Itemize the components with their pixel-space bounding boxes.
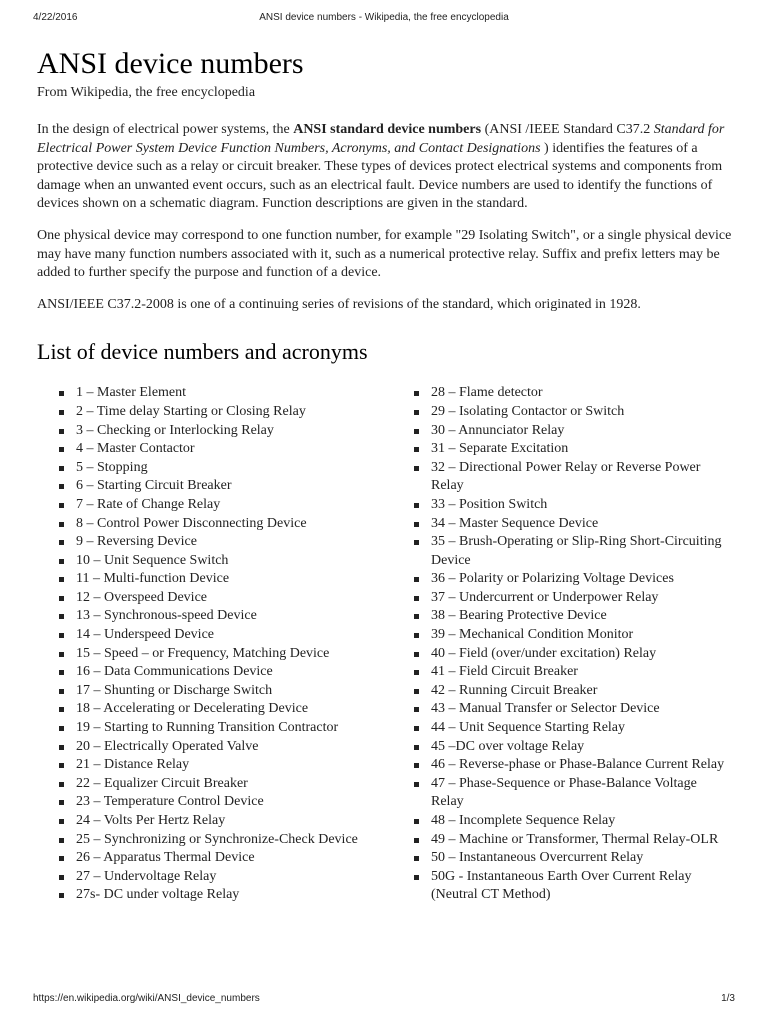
bullet-icon [414,391,419,396]
intro-text-3: ) identifies the features of a protective device such as a relay or circuit breaker. These types of devices protect electrical systems and components from damage when an unwanted event occurs, such as an electrical fault. Device numbers are used to identify the functions of devices shown on a schematic diagram. Function descriptions are given in the standard. [37,140,723,212]
list-item-text: 27s- DC under voltage Relay [76,887,240,903]
bullet-icon [59,707,64,712]
list-item [59,831,397,850]
list-item-text: 38 – Bearing Protective Device [431,608,607,624]
bullet-icon [59,391,64,396]
list-item-text: 18 – Accelerating or Decelerating Device [76,701,309,717]
list-item-text: 28 – Flame detector [431,385,543,401]
list-item [59,589,397,608]
list-item [414,868,732,905]
bullet-icon [414,652,419,657]
list-item [414,831,732,850]
list-item [59,645,397,664]
list-item-text: 46 – Reverse-phase or Phase-Balance Current Relay [431,757,725,773]
list-item [414,570,732,589]
list-item-text: 16 – Data Communications Device [76,664,273,680]
section-heading: List of device numbers and acronyms [37,339,368,365]
list-item [414,440,732,459]
list-item [414,645,732,664]
bullet-icon [59,633,64,638]
list-item [59,515,397,534]
list-item-text: 35 – Brush-Operating or Slip-Ring Short-Circuiting Device [431,534,722,568]
bullet-icon [59,540,64,545]
bullet-icon [59,522,64,527]
bullet-icon [414,633,419,638]
bullet-icon [59,689,64,694]
list-item [59,663,397,682]
list-item-text: 23 – Temperature Control Device [76,794,264,810]
bullet-icon [414,745,419,750]
bullet-icon [414,838,419,843]
list-item [414,756,732,775]
list-item [59,552,397,571]
list-item-text: 10 – Unit Sequence Switch [76,552,229,568]
bullet-icon [414,540,419,545]
bullet-icon [59,652,64,657]
bullet-icon [59,856,64,861]
list-item-text: 1 – Master Element [76,385,187,401]
article-content [37,44,737,905]
page-number: 1/3 [721,993,735,1004]
bullet-icon [414,522,419,527]
list-item-text: 11 – Multi-function Device [76,571,230,587]
bullet-icon [414,466,419,471]
list-item [59,868,397,887]
bullet-icon [59,819,64,824]
print-page-title: ANSI device numbers - Wikipedia, the free encyclopedia [259,12,509,23]
list-item-text: 39 – Mechanical Condition Monitor [431,627,634,643]
list-item-text: 36 – Polarity or Polarizing Voltage Devices [431,571,674,587]
bullet-icon [414,577,419,582]
list-item-text: 5 – Stopping [76,459,148,475]
bullet-icon [59,466,64,471]
list-item [414,700,732,719]
bullet-icon [414,503,419,508]
list-item [59,440,397,459]
list-item-text: 13 – Synchronous-speed Device [76,608,257,624]
list-item [59,533,397,552]
list-item-text: 33 – Position Switch [431,496,548,512]
bullet-icon [59,893,64,898]
bullet-icon [414,707,419,712]
list-item-text: 22 – Equalizer Circuit Breaker [76,775,248,791]
list-item-text: 50G - Instantaneous Earth Over Current Relay (Neutral CT Method) [431,868,692,903]
bullet-icon [414,689,419,694]
bullet-icon [59,670,64,675]
list-item-text: 8 – Control Power Disconnecting Device [76,515,307,531]
paragraph-function-numbers: One physical device may correspond to one function number, for example "29 Isolating Switch", or a single physical device may have many function numbers associated with it, such as a numerical protective relay. Suffix and prefix letters may be added to further specify the purpose and function of a device. [37,227,732,281]
list-item [59,477,397,496]
device-number-lists [37,384,737,905]
bullet-icon [59,763,64,768]
list-item [414,626,732,645]
bullet-icon [414,429,419,434]
list-item-text: 27 – Undervoltage Relay [76,868,217,884]
list-item [59,422,397,441]
list-item [414,849,732,868]
intro-text-1: In the design of electrical power systems, the [37,122,294,137]
list-item [59,886,397,905]
list-item [59,700,397,719]
list-item-text: 24 – Volts Per Hertz Relay [76,813,226,828]
bullet-icon [414,763,419,768]
bullet-icon [414,670,419,675]
bullet-icon [414,447,419,452]
bullet-icon [59,800,64,805]
list-item [59,384,397,403]
list-item [414,607,732,626]
bullet-icon [59,447,64,452]
list-item [59,403,397,422]
bullet-icon [59,484,64,489]
list-item-text: 47 – Phase-Sequence or Phase-Balance Voltage Relay [431,775,697,810]
list-item [414,422,732,441]
list-item-text: 43 – Manual Transfer or Selector Device [431,701,660,717]
list-item-text: 45 –DC over voltage Relay [431,738,585,754]
print-footer [0,993,768,1007]
list-item-text: 44 – Unit Sequence Starting Relay [431,720,626,736]
intro-bold-term: ANSI standard device numbers [293,122,482,137]
bullet-icon [59,614,64,619]
intro-standard-title: Standard for Electrical Power System Device Function Numbers, Acronyms, and Contact Designations [37,122,725,156]
list-item-text: 29 – Isolating Contactor or Switch [431,403,625,419]
list-item [414,682,732,701]
list-item [414,459,732,496]
list-item-text: 15 – Speed – or Frequency, Matching Device [76,645,330,661]
bullet-icon [414,614,419,619]
list-item [59,496,397,515]
list-item [59,793,397,812]
list-item-text: 37 – Undercurrent or Underpower Relay [431,589,659,605]
list-item [414,663,732,682]
list-item-text: 7 – Rate of Change Relay [76,496,221,512]
list-item [414,812,732,831]
list-item-text: 41 – Field Circuit Breaker [431,664,578,680]
list-item-text: 20 – Electrically Operated Valve [76,738,259,754]
list-item [59,570,397,589]
list-item-text: 3 – Checking or Interlocking Relay [76,422,274,438]
list-item-text: 19 – Starting to Running Transition Contractor [76,720,339,736]
bullet-icon [59,596,64,601]
bullet-icon [59,410,64,415]
bullet-icon [59,559,64,564]
list-item-text: 50 – Instantaneous Overcurrent Relay [431,850,644,866]
list-item [414,775,732,812]
list-item [59,607,397,626]
list-item-text: 12 – Overspeed Device [76,589,208,605]
device-list-column-2 [397,384,732,905]
list-item [414,515,732,534]
bullet-icon [59,503,64,508]
list-item-text: 25 – Synchronizing or Synchronize-Check Device [76,831,358,847]
bullet-icon [414,819,419,824]
list-item-text: 42 – Running Circuit Breaker [431,682,598,698]
list-item-text: 26 – Apparatus Thermal Device [76,850,255,866]
list-item-text: 49 – Machine or Transformer, Thermal Relay-OLR [431,831,719,847]
device-list-column-1 [37,384,397,905]
list-item [59,459,397,478]
bullet-icon [414,856,419,861]
list-item [59,812,397,831]
list-item [59,756,397,775]
list-item [59,849,397,868]
bullet-icon [414,726,419,731]
list-item-text: 31 – Separate Excitation [431,441,569,457]
list-item [414,719,732,738]
bullet-icon [59,726,64,731]
list-item-text: 2 – Time delay Starting or Closing Relay [76,403,306,419]
list-item [414,403,732,422]
bullet-icon [414,782,419,787]
bullet-icon [59,782,64,787]
bullet-icon [59,577,64,582]
list-item-text: 32 – Directional Power Relay or Reverse Power Relay [431,459,701,494]
intro-text-2: (ANSI /IEEE Standard C37.2 [481,122,654,137]
list-item [414,589,732,608]
list-item [59,738,397,757]
bullet-icon [59,745,64,750]
bullet-icon [59,875,64,880]
bullet-icon [414,875,419,880]
list-item-text: 30 – Annunciator Relay [431,422,565,438]
list-item-text: 40 – Field (over/under excitation) Relay [431,645,657,661]
list-item [414,384,732,403]
bullet-icon [414,410,419,415]
list-item-text: 34 – Master Sequence Device [431,515,599,531]
bullet-icon [414,596,419,601]
list-item-text: 9 – Reversing Device [76,534,197,550]
paragraph-revisions: ANSI/IEEE C37.2-2008 is one of a continuing series of revisions of the standard, which originated in 1928. [37,296,641,312]
list-item [59,626,397,645]
print-date: 4/22/2016 [33,12,78,23]
list-item-text: 48 – Incomplete Sequence Relay [431,813,616,828]
bullet-icon [59,838,64,843]
tagline: From Wikipedia, the free encyclopedia [37,85,256,100]
print-header [0,12,768,26]
print-url: https://en.wikipedia.org/wiki/ANSI_device_numbers [33,993,260,1004]
list-item-text: 21 – Distance Relay [76,757,190,773]
list-item-text: 14 – Underspeed Device [76,627,215,643]
list-item [59,775,397,794]
list-item [414,496,732,515]
list-item [59,719,397,738]
intro-paragraph [37,121,737,214]
page-title: ANSI device numbers [37,47,304,80]
list-item [414,533,732,570]
list-item-text: 17 – Shunting or Discharge Switch [76,682,273,698]
bullet-icon [59,429,64,434]
list-item [414,738,732,757]
list-item-text: 4 – Master Contactor [76,441,195,457]
list-item [59,682,397,701]
list-item-text: 6 – Starting Circuit Breaker [76,478,232,494]
